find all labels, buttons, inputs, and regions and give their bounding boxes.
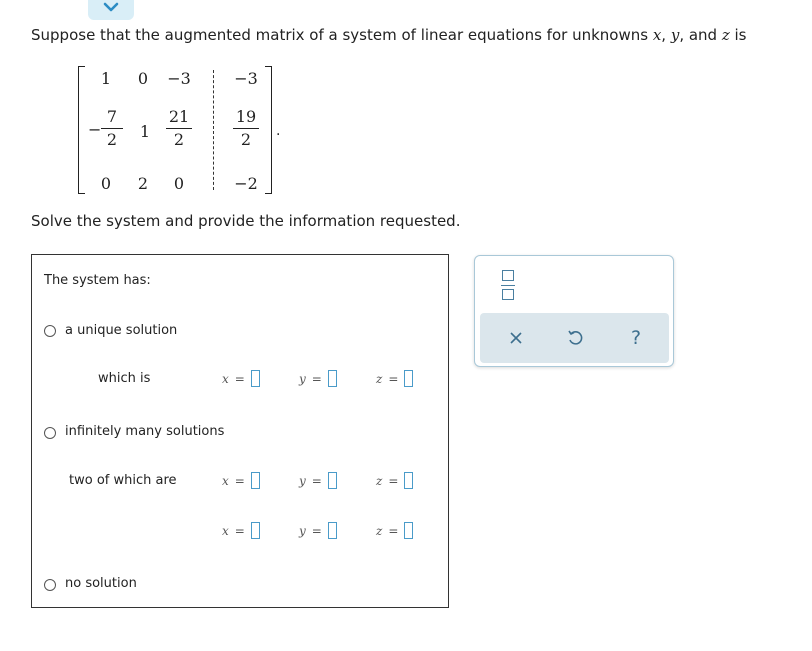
y-label: y bbox=[299, 473, 306, 488]
unique-z-group bbox=[376, 370, 413, 387]
unique-y-group bbox=[299, 370, 337, 387]
first-solution-x-input[interactable] bbox=[251, 472, 260, 489]
unique-x-input[interactable] bbox=[251, 370, 260, 387]
y-label: y bbox=[299, 523, 306, 538]
tool-action-bar bbox=[480, 313, 669, 363]
radio-unique-solution[interactable] bbox=[44, 325, 56, 337]
matrix-fraction: 21 2 bbox=[159, 108, 199, 149]
augmented-matrix bbox=[78, 66, 274, 194]
matrix-cell: −2 bbox=[234, 174, 258, 193]
first-x-group bbox=[222, 472, 260, 489]
clear-button[interactable] bbox=[501, 323, 531, 353]
first-solution-y-input[interactable] bbox=[328, 472, 337, 489]
equals-sign: = bbox=[234, 523, 245, 538]
second-solution-y-input[interactable] bbox=[328, 522, 337, 539]
y-label: y bbox=[299, 371, 306, 386]
matrix-period: . bbox=[276, 123, 281, 139]
equals-sign: = bbox=[311, 473, 322, 488]
matrix-fraction: 7 2 bbox=[92, 108, 132, 149]
first-solution-z-input[interactable] bbox=[404, 472, 413, 489]
matrix-cell: 0 bbox=[173, 174, 185, 193]
matrix-cell: 1 bbox=[100, 69, 112, 88]
help-button[interactable] bbox=[621, 323, 651, 353]
unique-x-group bbox=[222, 370, 260, 387]
which-is-label: which is bbox=[98, 371, 151, 386]
equals-sign: = bbox=[234, 371, 245, 386]
var-z: z bbox=[721, 26, 730, 44]
first-z-group bbox=[376, 472, 413, 489]
equals-sign: = bbox=[311, 523, 322, 538]
problem-prompt: Suppose that the augmented matrix of a system of linear equations for unknowns x, y, and z is bbox=[31, 26, 747, 44]
matrix-cell: 1 bbox=[139, 122, 151, 141]
answer-box bbox=[31, 254, 449, 608]
x-label: x bbox=[222, 371, 229, 386]
var-x: x bbox=[652, 26, 662, 44]
right-bracket bbox=[265, 66, 272, 194]
matrix-cell: 0 bbox=[100, 174, 112, 193]
two-of-which-label: two of which are bbox=[69, 473, 177, 488]
matrix-fraction: 19 2 bbox=[226, 108, 266, 149]
z-label: z bbox=[376, 473, 383, 488]
unique-y-input[interactable] bbox=[328, 370, 337, 387]
matrix-cell: −3 bbox=[167, 69, 191, 88]
x-label: x bbox=[222, 473, 229, 488]
undo-icon bbox=[566, 329, 584, 347]
option-infinite-label[interactable]: infinitely many solutions bbox=[65, 424, 225, 439]
chevron-down-icon bbox=[103, 2, 119, 12]
equals-sign: = bbox=[311, 371, 322, 386]
z-label: z bbox=[376, 371, 383, 386]
help-icon: ? bbox=[630, 327, 642, 349]
second-x-group bbox=[222, 522, 260, 539]
close-icon bbox=[509, 331, 523, 345]
equals-sign: = bbox=[234, 473, 245, 488]
option-none-label[interactable]: no solution bbox=[65, 576, 137, 591]
unique-z-input[interactable] bbox=[404, 370, 413, 387]
second-z-group bbox=[376, 522, 413, 539]
left-bracket bbox=[78, 66, 85, 194]
equals-sign: = bbox=[388, 523, 399, 538]
radio-infinitely-many[interactable] bbox=[44, 427, 56, 439]
first-y-group bbox=[299, 472, 337, 489]
second-solution-x-input[interactable] bbox=[251, 522, 260, 539]
undo-button[interactable] bbox=[560, 323, 590, 353]
var-y: y bbox=[670, 26, 680, 44]
equals-sign: = bbox=[388, 371, 399, 386]
second-y-group bbox=[299, 522, 337, 539]
augment-divider bbox=[213, 70, 214, 190]
second-solution-z-input[interactable] bbox=[404, 522, 413, 539]
fraction-icon[interactable] bbox=[501, 270, 515, 300]
equals-sign: = bbox=[388, 473, 399, 488]
x-label: x bbox=[222, 523, 229, 538]
matrix-neg-sign: − bbox=[88, 120, 102, 139]
option-unique-label[interactable]: a unique solution bbox=[65, 323, 178, 338]
math-tool-panel bbox=[474, 255, 674, 367]
matrix-cell: 2 bbox=[137, 174, 149, 193]
instruction-text: Solve the system and provide the information requested. bbox=[31, 212, 461, 230]
answer-header: The system has: bbox=[44, 273, 151, 288]
collapse-tab[interactable] bbox=[88, 0, 134, 20]
matrix-cell: −3 bbox=[234, 69, 258, 88]
radio-no-solution[interactable] bbox=[44, 579, 56, 591]
matrix-cell: 0 bbox=[137, 69, 149, 88]
z-label: z bbox=[376, 523, 383, 538]
